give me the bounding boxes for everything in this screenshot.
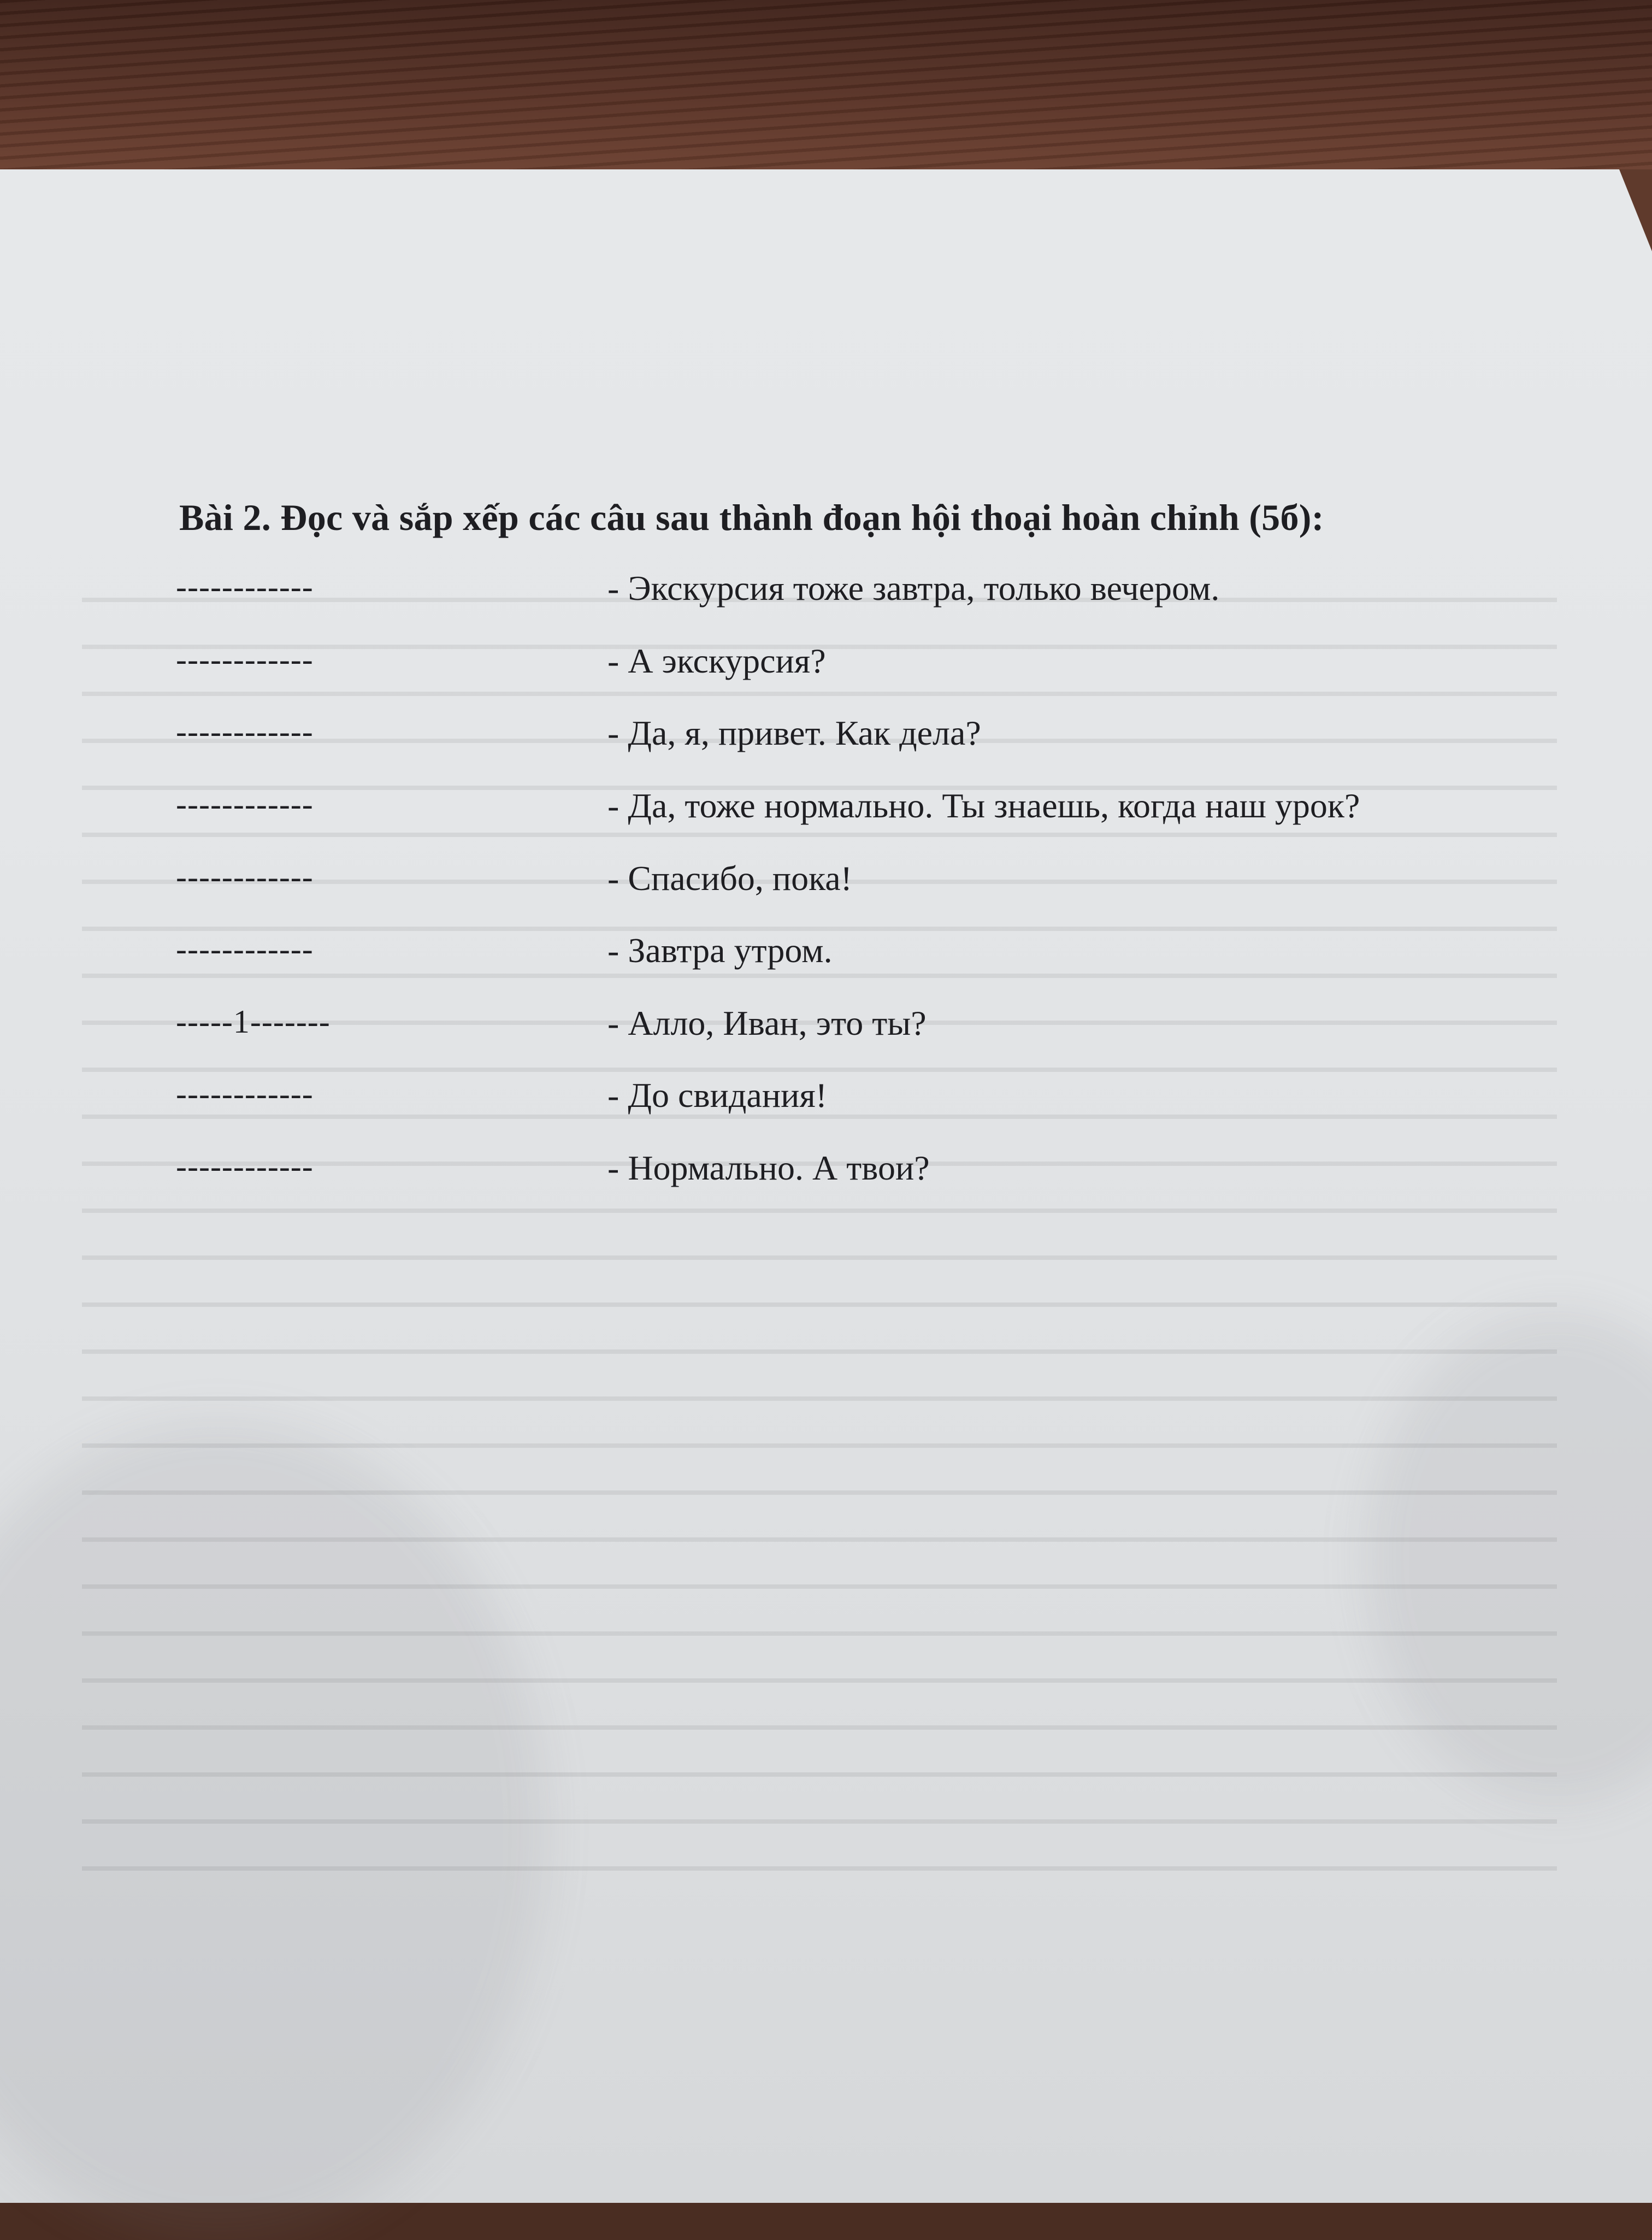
dialogue-line: - Да, тоже нормально. Ты знаешь, когда наш урок?	[607, 786, 1360, 825]
dialogue-line: - Нормально. А твои?	[607, 1148, 930, 1187]
dialogue-row	[0, 930, 1652, 980]
dialogue-line: - Алло, Иван, это ты?	[607, 1004, 927, 1042]
dialogue-line: - Да, я, привет. Как дела?	[607, 714, 981, 752]
dialogue-row	[0, 713, 1652, 762]
dialogue-line: - Спасибо, пока!	[607, 859, 852, 898]
order-blank[interactable]: ------------	[176, 641, 314, 677]
dialogue-row	[0, 1075, 1652, 1124]
order-blank[interactable]: ------------	[176, 786, 314, 822]
dialogue-line: - До свидания!	[607, 1076, 828, 1115]
order-blank[interactable]: ------------	[176, 714, 314, 750]
dialogue-row	[0, 1148, 1652, 1197]
order-blank[interactable]: ------------	[176, 1148, 314, 1184]
order-blank[interactable]: -----1-------	[176, 1004, 331, 1040]
order-blank[interactable]: ------------	[176, 931, 314, 967]
dialogue-line: - Завтра утром.	[607, 931, 833, 970]
dialogue-row	[0, 858, 1652, 907]
dialogue-row	[0, 786, 1652, 835]
dialogue-line: - Экскурсия тоже завтра, только вечером.	[607, 569, 1220, 608]
dialogue-line: - А экскурсия?	[607, 641, 826, 680]
exercise-heading: Bài 2. Đọc và sắp xếp các câu sau thành đoạn hội thoại hoàn chỉnh (5б):	[179, 497, 1324, 538]
dialogue-row	[0, 641, 1652, 690]
dialogue-row	[0, 1003, 1652, 1052]
order-blank[interactable]: ------------	[176, 569, 314, 605]
order-blank[interactable]: ------------	[176, 859, 314, 895]
order-blank[interactable]: ------------	[176, 1076, 314, 1112]
dialogue-row	[0, 568, 1652, 617]
